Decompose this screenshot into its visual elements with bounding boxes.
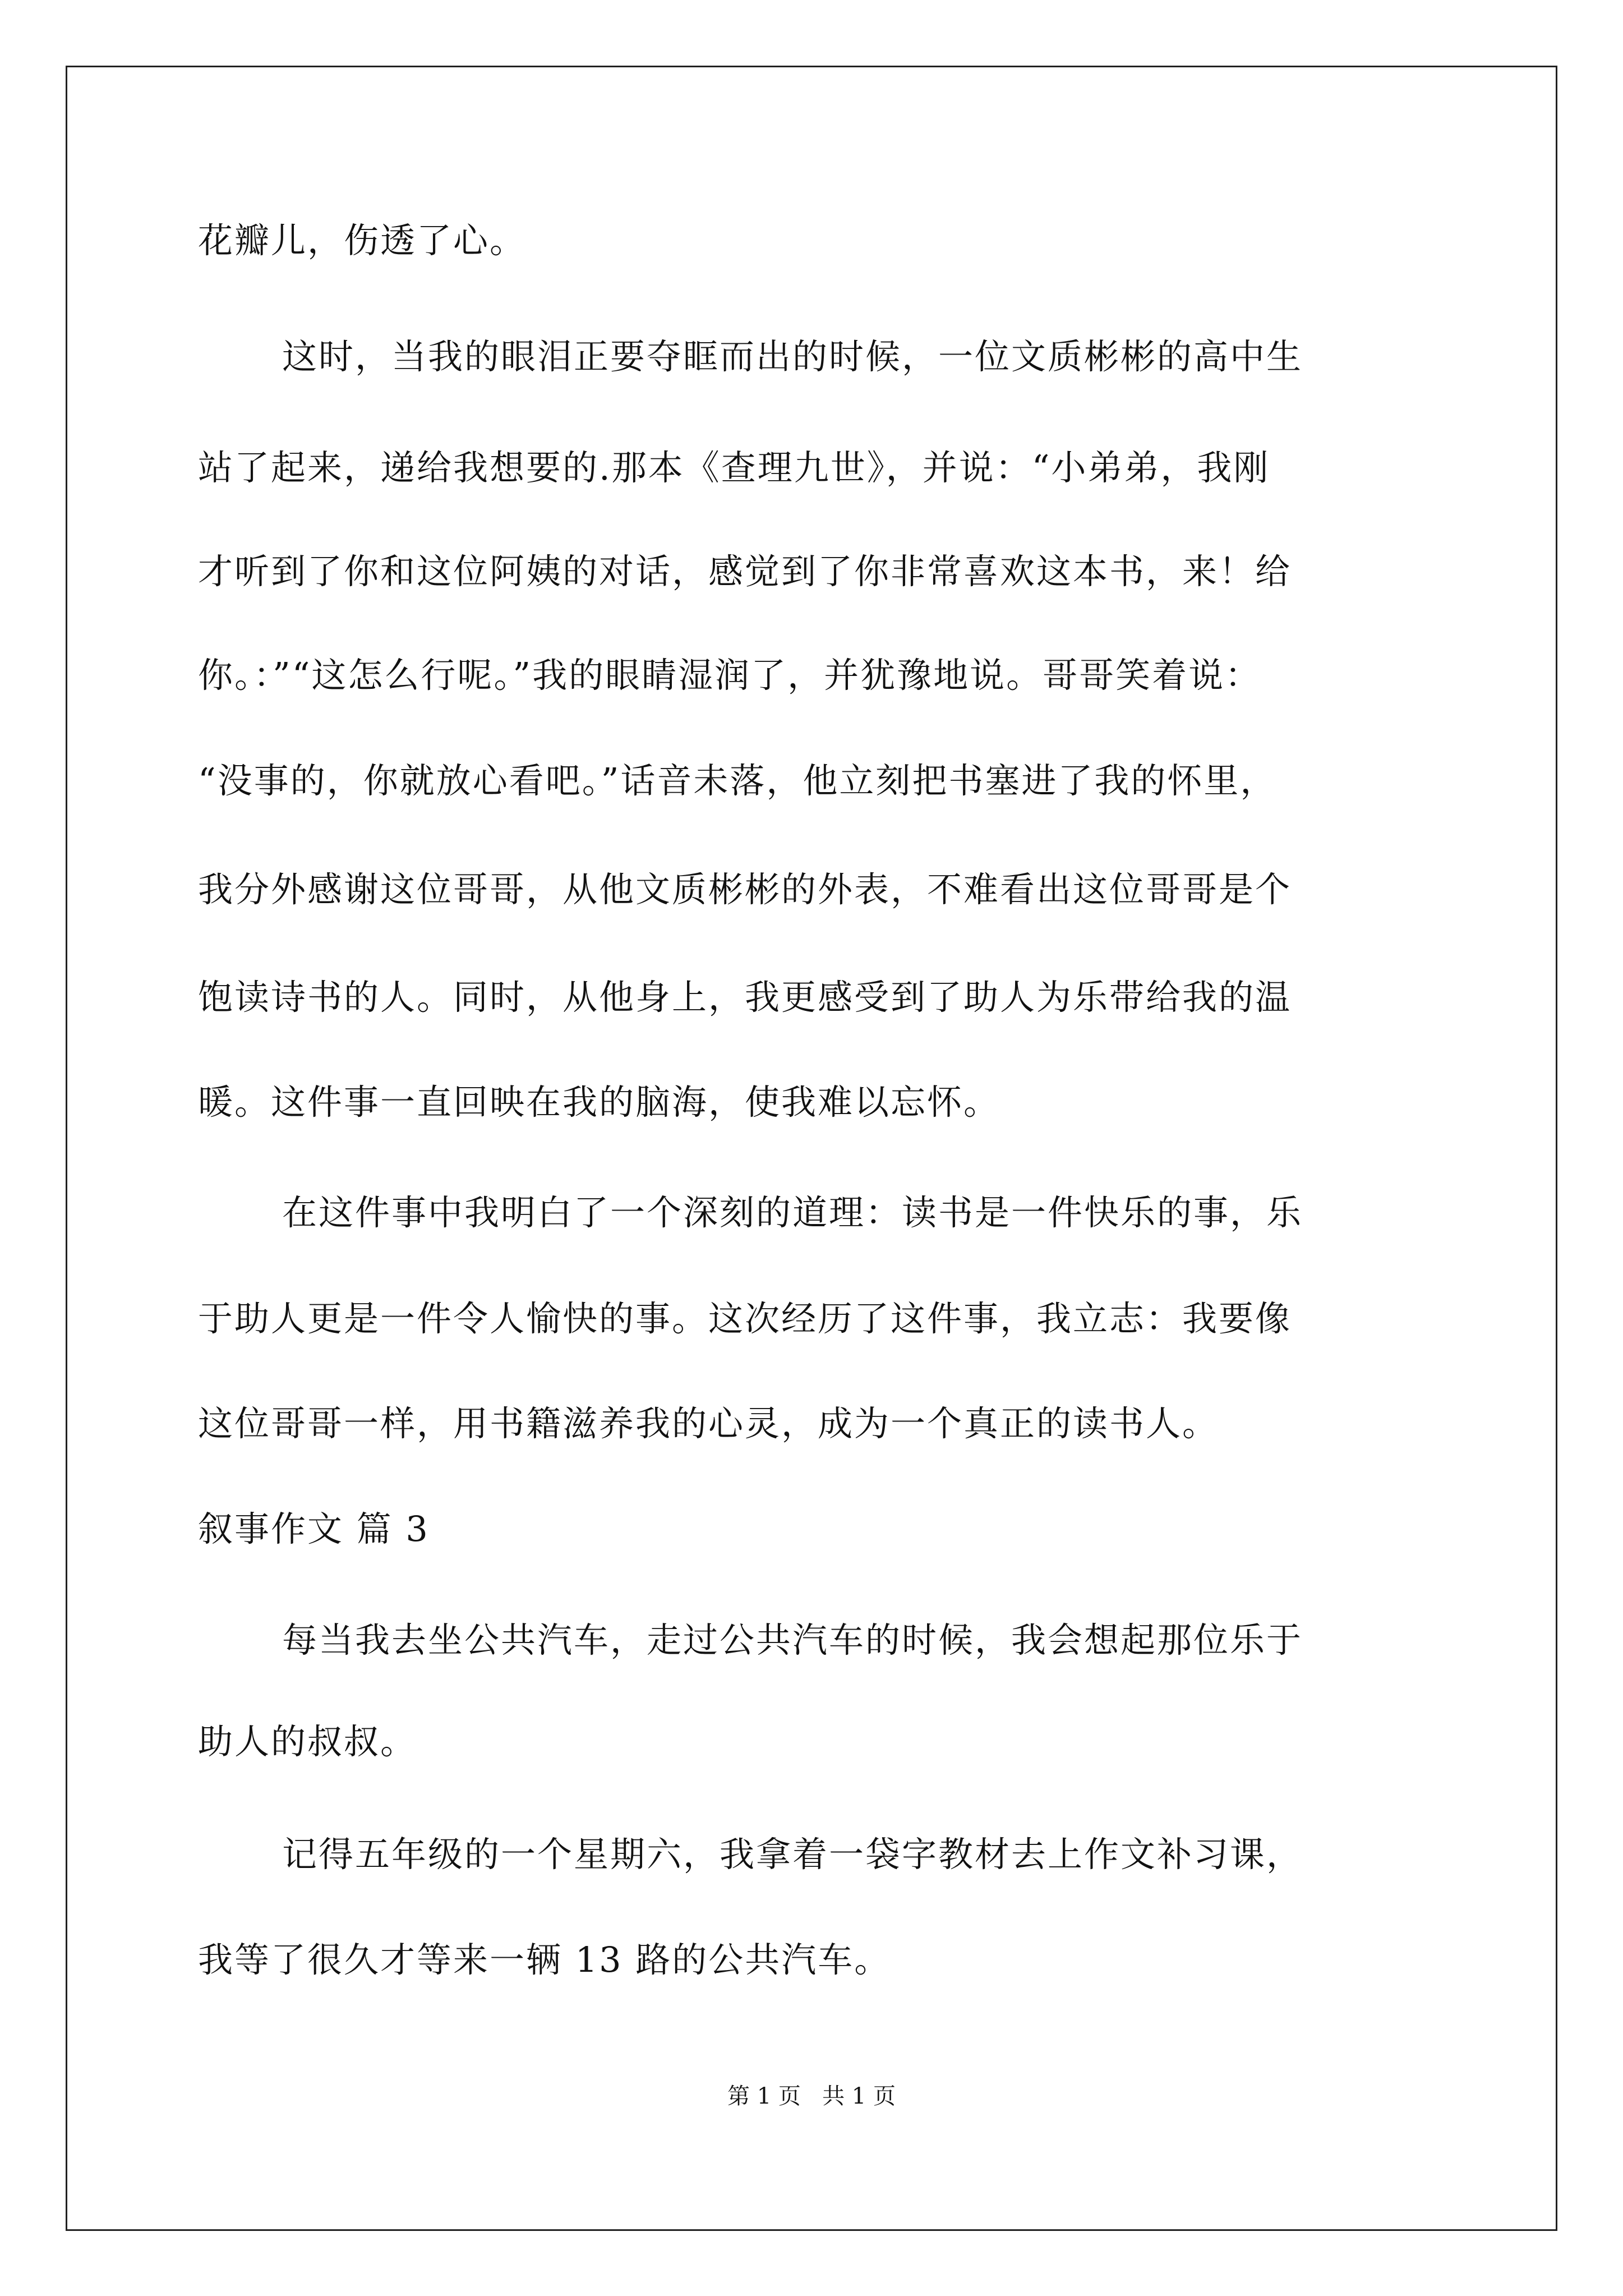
text-line: 你。：”“这怎么行呢。”我的眼睛湿润了，并犹豫地说。哥哥笑着说： [198, 655, 1262, 696]
text-line: 我等了很久才等来一辆 13 路的公共汽车。 [198, 1939, 891, 1980]
text-line: 饱读诗书的人。同时，从他身上，我更感受到了助人为乐带给我的温 [198, 977, 1292, 1018]
section-heading: 叙事作文 篇 3 [198, 1508, 430, 1549]
text-line: 站了起来，递给我想要的.那本《查理九世》，并说：“小弟弟，我刚 [198, 447, 1270, 488]
paragraph-first-line: 记得五年级的一个星期六，我拿着一袋字教材去上作文补习课， [282, 1834, 1303, 1875]
text-line: “没事的，你就放心看吧。”话音未落，他立刻把书塞进了我的怀里， [198, 760, 1277, 801]
page-border [66, 66, 1557, 2231]
text-line: 这位哥哥一样，用书籍滋养我的心灵，成为一个真正的读书人。 [198, 1403, 1219, 1444]
text-line: 助人的叔叔。 [198, 1721, 417, 1762]
paragraph-first-line: 这时，当我的眼泪正要夺眶而出的时候，一位文质彬彬的高中生 [282, 336, 1303, 377]
text-line: 我分外感谢这位哥哥，从他文质彬彬的外表，不难看出这位哥哥是个 [198, 869, 1292, 910]
text-line: 暖。这件事一直回映在我的脑海，使我难以忘怀。 [198, 1082, 1000, 1122]
text-line: 花瓣儿，伤透了心。 [198, 220, 527, 261]
text-line: 于助人更是一件令人愉快的事。这次经历了这件事，我立志：我要像 [198, 1298, 1292, 1339]
page-footer: 第 1 页 共 1 页 [727, 2083, 896, 2109]
paragraph-first-line: 每当我去坐公共汽车，走过公共汽车的时候，我会想起那位乐于 [282, 1619, 1303, 1660]
paragraph-first-line: 在这件事中我明白了一个深刻的道理：读书是一件快乐的事，乐 [282, 1192, 1303, 1233]
text-line: 才听到了你和这位阿姨的对话，感觉到了你非常喜欢这本书，来！给 [198, 551, 1292, 592]
